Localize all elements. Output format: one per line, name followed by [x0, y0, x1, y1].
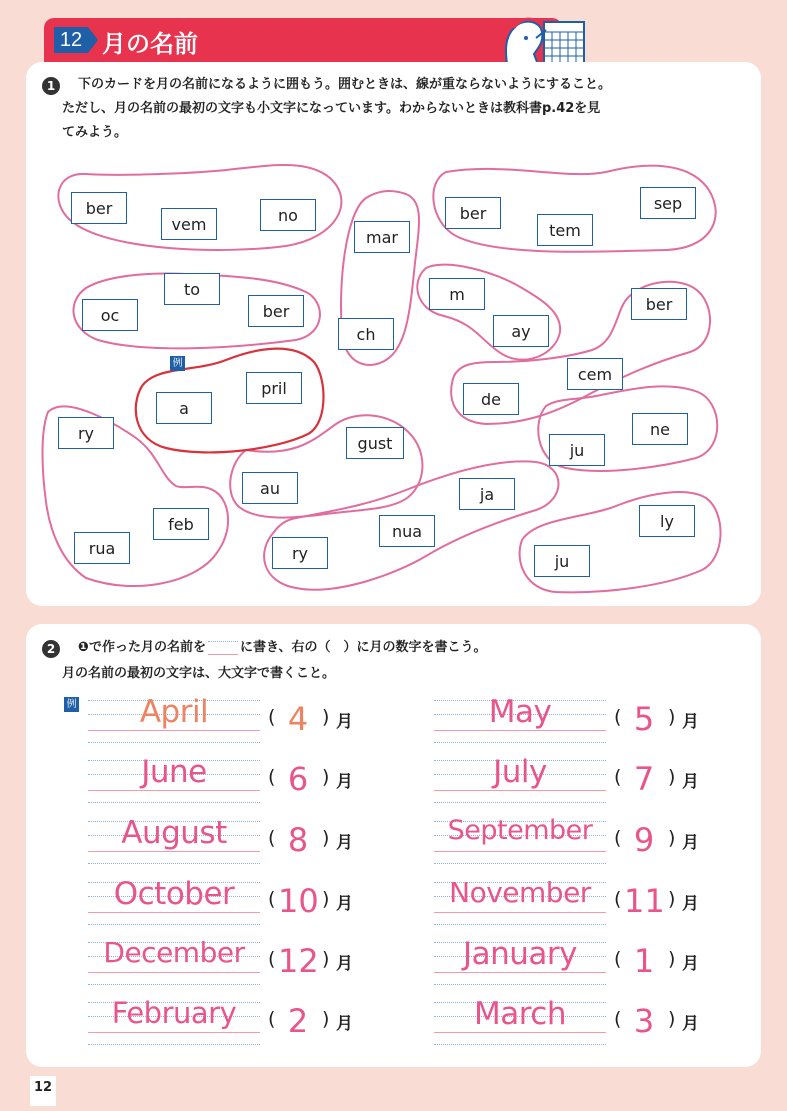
month-row-april	[88, 694, 378, 748]
month-row-may	[434, 694, 724, 748]
open-paren: (	[614, 766, 622, 788]
mascot-calendar-icon	[448, 8, 588, 70]
tile[interactable]: tem	[537, 214, 593, 246]
month-row-august	[88, 815, 378, 869]
close-paren: )	[668, 1008, 676, 1030]
month-unit: 月	[336, 712, 353, 732]
month-row-january	[434, 936, 724, 990]
example-badge: 例	[64, 697, 79, 712]
lesson-number-badge: 12	[54, 27, 88, 53]
tile[interactable]: ry	[58, 417, 114, 449]
month-row-march	[434, 996, 724, 1050]
tile[interactable]: vem	[161, 208, 217, 240]
month-number-answer[interactable]: 10	[278, 882, 319, 920]
writing-line-sample	[208, 641, 238, 655]
tile[interactable]: ber	[445, 197, 501, 229]
month-unit: 月	[682, 772, 699, 792]
section2-instruction-part-a: ❶で作った月の名前を	[78, 640, 207, 655]
open-paren: (	[268, 766, 276, 788]
open-paren: (	[268, 948, 276, 970]
section2-instruction-part-b: に書き、右の（ ）に月の数字を書こう。	[240, 640, 487, 655]
tile[interactable]: ly	[639, 505, 695, 537]
month-name-answer[interactable]: August	[121, 815, 227, 851]
month-number-answer[interactable]: 4	[287, 700, 309, 738]
month-unit: 月	[336, 772, 353, 792]
month-number-answer[interactable]: 9	[633, 821, 655, 859]
open-paren: (	[614, 706, 622, 728]
open-paren: (	[268, 827, 276, 849]
section1-card	[26, 62, 761, 606]
tile[interactable]: a	[156, 392, 212, 424]
open-paren: (	[268, 706, 276, 728]
tile[interactable]: ry	[272, 537, 328, 569]
tile[interactable]: ber	[631, 288, 687, 320]
close-paren: )	[668, 888, 676, 910]
tile[interactable]: nua	[379, 515, 435, 547]
section1-instruction-line3: てみよう。	[62, 125, 128, 140]
month-unit: 月	[682, 954, 699, 974]
month-name-answer[interactable]: January	[462, 936, 578, 972]
section2-instruction-line2: 月の名前の最初の文字は、大文字で書くこと。	[62, 666, 336, 681]
tile[interactable]: sep	[640, 187, 696, 219]
tile[interactable]: ne	[632, 413, 688, 445]
tile[interactable]: ju	[549, 434, 605, 466]
tile[interactable]: feb	[153, 508, 209, 540]
month-number-answer[interactable]: 5	[633, 700, 655, 738]
section1-instruction-line1: 下のカードを月の名前になるように囲もう。囲むときは、線が重ならないようにすること。	[78, 77, 612, 92]
tile[interactable]: rua	[74, 532, 130, 564]
open-paren: (	[614, 1008, 622, 1030]
month-unit: 月	[682, 1014, 699, 1034]
month-name-answer[interactable]: April	[139, 694, 209, 730]
close-paren: )	[322, 766, 330, 788]
close-paren: )	[668, 948, 676, 970]
tile[interactable]: gust	[346, 427, 404, 459]
tile[interactable]: ay	[493, 315, 549, 347]
month-name-answer[interactable]: October	[113, 876, 235, 912]
month-unit: 月	[682, 894, 699, 914]
tile[interactable]: pril	[246, 372, 302, 404]
month-unit: 月	[336, 1014, 353, 1034]
open-paren: (	[268, 1008, 276, 1030]
month-number-answer[interactable]: 6	[287, 760, 309, 798]
tile[interactable]: ch	[338, 318, 394, 350]
lesson-header	[44, 18, 562, 62]
tile[interactable]: mar	[354, 221, 410, 253]
close-paren: )	[668, 706, 676, 728]
tile[interactable]: cem	[567, 358, 623, 390]
tile[interactable]: to	[164, 273, 220, 305]
open-paren: (	[614, 888, 622, 910]
month-number-answer[interactable]: 3	[633, 1002, 655, 1040]
month-row-july	[434, 754, 724, 808]
month-row-june	[88, 754, 378, 808]
tile[interactable]: ber	[71, 192, 127, 224]
close-paren: )	[322, 888, 330, 910]
section2-instruction-line1	[78, 637, 487, 659]
month-number-answer[interactable]: 7	[633, 760, 655, 798]
month-row-september	[434, 815, 724, 869]
tile[interactable]: m	[429, 278, 485, 310]
month-unit: 月	[336, 954, 353, 974]
close-paren: )	[322, 948, 330, 970]
month-unit: 月	[682, 833, 699, 853]
section1-instruction-line2: ただし、月の名前の最初の文字も小文字になっています。わからないときは教科書p.42を見	[62, 101, 601, 116]
tile[interactable]: ja	[459, 478, 515, 510]
question-number-1: 1	[42, 77, 60, 95]
tile[interactable]: no	[260, 199, 316, 231]
question-number-2: 2	[42, 640, 60, 658]
open-paren: (	[614, 827, 622, 849]
month-unit: 月	[336, 833, 353, 853]
month-row-december	[88, 936, 378, 990]
month-number-answer[interactable]: 8	[287, 821, 309, 859]
tile[interactable]: de	[463, 383, 519, 415]
tile[interactable]: ber	[248, 295, 304, 327]
tile[interactable]: ju	[534, 545, 590, 577]
month-name-answer[interactable]: November	[449, 876, 591, 909]
month-name-answer[interactable]: July	[493, 754, 547, 790]
month-name-answer[interactable]: February	[111, 996, 237, 1030]
tile[interactable]: oc	[82, 299, 138, 331]
month-row-february	[88, 996, 378, 1050]
example-badge: 例	[170, 356, 185, 371]
close-paren: )	[322, 827, 330, 849]
month-name-answer[interactable]: March	[474, 996, 566, 1032]
close-paren: )	[322, 1008, 330, 1030]
month-number-answer[interactable]: 2	[287, 1002, 309, 1040]
month-name-answer[interactable]: May	[488, 694, 552, 730]
month-number-answer[interactable]: 1	[633, 942, 655, 980]
tile[interactable]: au	[242, 472, 298, 504]
page-number: 12	[30, 1076, 56, 1106]
month-row-october	[88, 876, 378, 930]
month-unit: 月	[336, 894, 353, 914]
month-name-answer[interactable]: December	[103, 936, 245, 969]
close-paren: )	[668, 766, 676, 788]
month-row-november	[434, 876, 724, 930]
open-paren: (	[268, 888, 276, 910]
page-title: 月の名前	[102, 30, 198, 58]
open-paren: (	[614, 948, 622, 970]
month-number-answer[interactable]: 12	[278, 942, 319, 980]
month-unit: 月	[682, 712, 699, 732]
close-paren: )	[322, 706, 330, 728]
month-number-answer[interactable]: 11	[624, 882, 665, 920]
section2-card	[26, 624, 761, 1067]
month-name-answer[interactable]: September	[447, 815, 593, 846]
close-paren: )	[668, 827, 676, 849]
month-name-answer[interactable]: June	[141, 754, 207, 790]
